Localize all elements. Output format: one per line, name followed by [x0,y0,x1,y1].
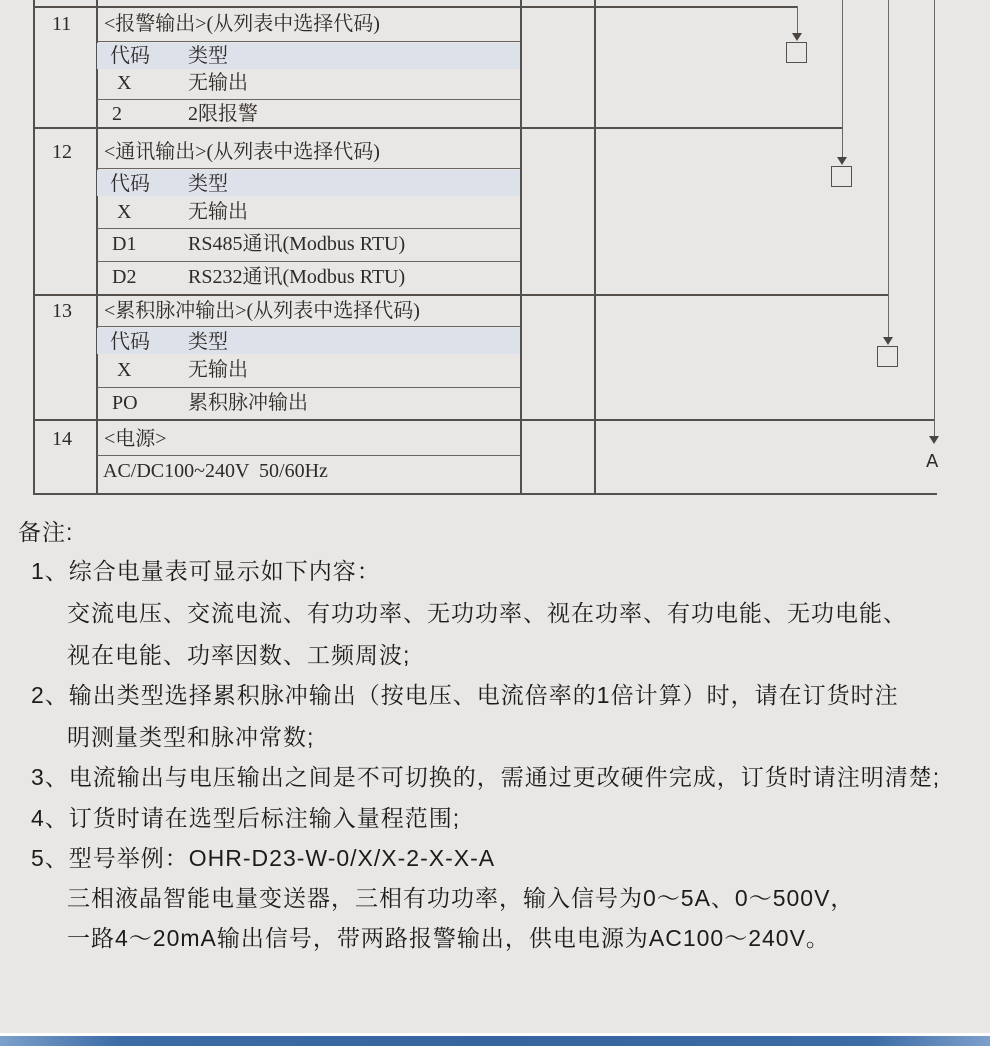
note-line: 1、综合电量表可显示如下内容： [31,558,381,584]
note-line: 2、输出类型选择累积脉冲输出（按电压、电流倍率的1倍计算）时，请在订货时注 [31,682,899,708]
header-row-shade [97,328,520,354]
code-box-comm-output [831,166,852,187]
footer-accent-bar [0,1036,990,1046]
option-code: PO [112,392,138,414]
option-divider-line [97,261,520,262]
option-code: X [117,201,132,223]
note-line: 一路4～20mA输出信号，带两路报警输出，供电电源为AC100～240V。 [67,925,830,951]
code-box-pulse-output [877,346,898,367]
option-type: 无输出 [188,72,248,94]
table-bottom-border [33,493,937,495]
option-type: 2限报警 [188,103,258,125]
option-type: RS485通讯(Modbus RTU) [188,233,406,255]
column-header-code: 代码 [110,331,150,353]
row-number: 11 [52,13,72,35]
leader-line-pulse-output [888,0,889,338]
notes-heading: 备注: [18,519,74,545]
option-divider-line [97,455,520,456]
leader-line-power [934,0,935,437]
leader-line-alarm-output [797,6,798,34]
arrow-down-icon [792,33,802,41]
option-code: D2 [112,266,137,288]
option-code: X [117,72,132,94]
row-title: <电源> [104,428,167,450]
column-header-code: 代码 [110,173,150,195]
power-code-label: A [926,451,939,472]
row-title: <报警输出>(从列表中选择代码) [104,13,380,35]
code-box-alarm-output [786,42,807,63]
option-type: 无输出 [188,201,248,223]
row-boundary-top [33,6,798,8]
column-header-type: 类型 [188,331,228,353]
option-type: 累积脉冲输出 [188,392,308,414]
row-boundary-12-13 [33,294,889,296]
row-number: 14 [52,428,72,450]
power-spec: AC/DC100~240V 50/60Hz [103,460,328,482]
row-number: 12 [52,141,72,163]
note-line: 视在电能、功率因数、工频周波; [67,642,411,668]
column-header-type: 类型 [188,173,228,195]
note-line: 5、型号举例：OHR-D23-W-0/X/X-2-X-X-A [31,845,496,871]
note-line: 明测量类型和脉冲常数; [67,724,315,750]
option-divider-line [97,228,520,229]
column-header-code: 代码 [110,45,150,67]
option-code: 2 [112,103,122,125]
option-divider-line [97,99,520,100]
note-line: 4、订货时请在选型后标注输入量程范围; [31,805,461,831]
arrow-down-icon [837,157,847,165]
row-boundary-11-12 [33,127,843,129]
header-row-shade [97,43,520,69]
row-boundary-13-14 [33,419,935,421]
header-row-shade [97,170,520,196]
column-header-type: 类型 [188,45,228,67]
option-code: X [117,359,132,381]
note-line: 3、电流输出与电压输出之间是不可切换的，需通过更改硬件完成，订货时请注明清楚; [31,764,941,790]
note-line: 交流电压、交流电流、有功功率、无功功率、视在功率、有功电能、无功电能、 [67,600,907,626]
row-number: 13 [52,300,72,322]
option-divider-line [97,387,520,388]
option-code: D1 [112,233,137,255]
option-type: RS232通讯(Modbus RTU) [188,266,406,288]
arrow-down-icon [929,436,939,444]
row-title: <累积脉冲输出>(从列表中选择代码) [104,300,420,322]
row-title: <通讯输出>(从列表中选择代码) [104,141,380,163]
note-line: 三相液晶智能电量变送器，三相有功功率，输入信号为0～5A、0～500V， [67,885,855,911]
leader-line-comm-output [842,0,843,158]
arrow-down-icon [883,337,893,345]
option-type: 无输出 [188,359,248,381]
